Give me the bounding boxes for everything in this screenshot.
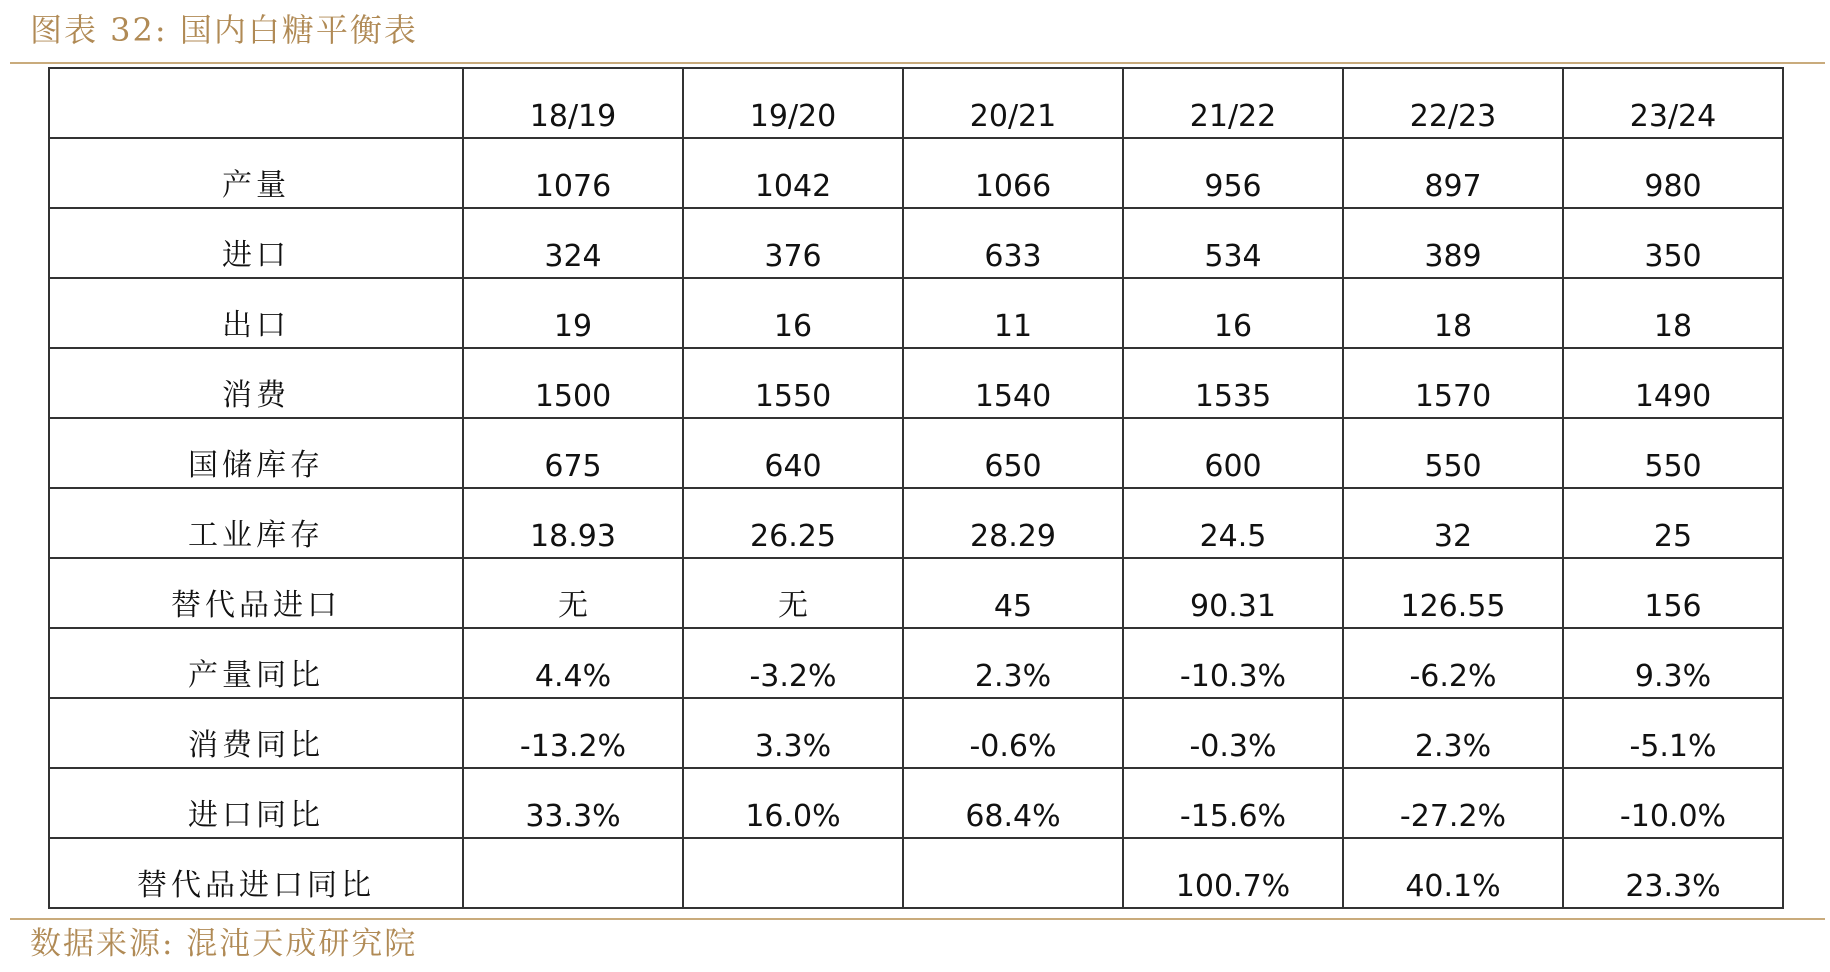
header-row xyxy=(49,68,1783,138)
table-cell: 1066 xyxy=(903,138,1123,208)
table-cell: -5.1% xyxy=(1563,698,1783,768)
table-cell xyxy=(903,838,1123,908)
table-cell: -10.0% xyxy=(1563,768,1783,838)
table-cell: -6.2% xyxy=(1343,628,1563,698)
table-cell: -13.2% xyxy=(463,698,683,768)
row-label: 进口 xyxy=(49,208,463,278)
table-row xyxy=(49,488,1783,558)
table-cell: 376 xyxy=(683,208,903,278)
figure-title: 图表 32: 国内白糖平衡表 xyxy=(30,11,418,49)
row-label: 替代品进口 xyxy=(49,558,463,628)
table-cell xyxy=(463,838,683,908)
table-cell: -15.6% xyxy=(1123,768,1343,838)
row-label: 进口同比 xyxy=(49,768,463,838)
table-cell: 1042 xyxy=(683,138,903,208)
top-rule xyxy=(10,62,1825,64)
table-cell: 18 xyxy=(1343,278,1563,348)
table-cell: 2.3% xyxy=(1343,698,1563,768)
sugar-balance-table xyxy=(48,67,1784,909)
table-cell: 3.3% xyxy=(683,698,903,768)
table-cell: -27.2% xyxy=(1343,768,1563,838)
table-cell: 11 xyxy=(903,278,1123,348)
table-cell: 1076 xyxy=(463,138,683,208)
row-label: 国储库存 xyxy=(49,418,463,488)
row-label: 消费同比 xyxy=(49,698,463,768)
row-label: 替代品进口同比 xyxy=(49,838,463,908)
table-cell: 1540 xyxy=(903,348,1123,418)
header-cell: 18/19 xyxy=(463,68,683,138)
table-cell: 4.4% xyxy=(463,628,683,698)
table-cell: 600 xyxy=(1123,418,1343,488)
table-row xyxy=(49,768,1783,838)
table-cell: 32 xyxy=(1343,488,1563,558)
table-cell: 9.3% xyxy=(1563,628,1783,698)
table-cell: -3.2% xyxy=(683,628,903,698)
table-cell: 16.0% xyxy=(683,768,903,838)
header-cell: 23/24 xyxy=(1563,68,1783,138)
table-cell: 1535 xyxy=(1123,348,1343,418)
table-cell: 16 xyxy=(1123,278,1343,348)
table-cell: 1570 xyxy=(1343,348,1563,418)
table-row xyxy=(49,138,1783,208)
table-cell: 40.1% xyxy=(1343,838,1563,908)
table-row xyxy=(49,418,1783,488)
table-row xyxy=(49,348,1783,418)
header-cell: 19/20 xyxy=(683,68,903,138)
table-cell: 550 xyxy=(1343,418,1563,488)
table-cell: 23.3% xyxy=(1563,838,1783,908)
table-cell: 28.29 xyxy=(903,488,1123,558)
table-row xyxy=(49,698,1783,768)
header-cell: 20/21 xyxy=(903,68,1123,138)
header-cell xyxy=(49,68,463,138)
table-row xyxy=(49,838,1783,908)
table-row xyxy=(49,208,1783,278)
table-cell: 126.55 xyxy=(1343,558,1563,628)
bottom-rule xyxy=(10,918,1825,920)
table-cell: 18.93 xyxy=(463,488,683,558)
table-cell: 350 xyxy=(1563,208,1783,278)
table-cell: 897 xyxy=(1343,138,1563,208)
table-cell: 无 xyxy=(683,558,903,628)
table-cell: 980 xyxy=(1563,138,1783,208)
table-row xyxy=(49,628,1783,698)
row-label: 产量同比 xyxy=(49,628,463,698)
table-cell: 1500 xyxy=(463,348,683,418)
table-cell: 650 xyxy=(903,418,1123,488)
header-cell: 21/22 xyxy=(1123,68,1343,138)
table-cell: 956 xyxy=(1123,138,1343,208)
table-cell: 33.3% xyxy=(463,768,683,838)
table-cell: 18 xyxy=(1563,278,1783,348)
row-label: 出口 xyxy=(49,278,463,348)
table-cell: 无 xyxy=(463,558,683,628)
table-cell: 1490 xyxy=(1563,348,1783,418)
table-cell: -0.6% xyxy=(903,698,1123,768)
table-cell: 19 xyxy=(463,278,683,348)
table-cell xyxy=(683,838,903,908)
table-body xyxy=(49,138,1783,908)
row-label: 工业库存 xyxy=(49,488,463,558)
table-cell: 550 xyxy=(1563,418,1783,488)
table-cell: -10.3% xyxy=(1123,628,1343,698)
table-cell: 324 xyxy=(463,208,683,278)
table-cell: 90.31 xyxy=(1123,558,1343,628)
table-cell: 389 xyxy=(1343,208,1563,278)
row-label: 产量 xyxy=(49,138,463,208)
table-cell: 16 xyxy=(683,278,903,348)
table-cell: 100.7% xyxy=(1123,838,1343,908)
table-cell: -0.3% xyxy=(1123,698,1343,768)
table-row xyxy=(49,278,1783,348)
table-cell: 25 xyxy=(1563,488,1783,558)
table-row xyxy=(49,558,1783,628)
header-cell: 22/23 xyxy=(1343,68,1563,138)
table-cell: 156 xyxy=(1563,558,1783,628)
table-cell: 24.5 xyxy=(1123,488,1343,558)
table-cell: 1550 xyxy=(683,348,903,418)
table-cell: 534 xyxy=(1123,208,1343,278)
table-cell: 633 xyxy=(903,208,1123,278)
source-note: 数据来源: 混沌天成研究院 xyxy=(30,926,418,962)
table-cell: 640 xyxy=(683,418,903,488)
table-cell: 45 xyxy=(903,558,1123,628)
table-cell: 2.3% xyxy=(903,628,1123,698)
table-cell: 26.25 xyxy=(683,488,903,558)
row-label: 消费 xyxy=(49,348,463,418)
table-cell: 675 xyxy=(463,418,683,488)
table-cell: 68.4% xyxy=(903,768,1123,838)
